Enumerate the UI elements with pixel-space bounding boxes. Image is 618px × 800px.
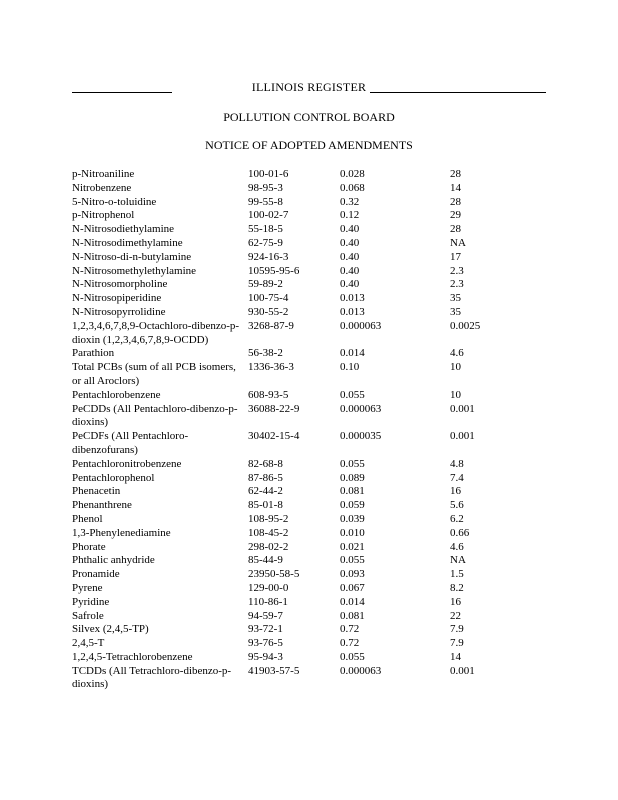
nonwastewater-standard: 28	[450, 168, 461, 180]
table-row	[72, 306, 572, 320]
table-row	[72, 582, 572, 596]
wastewater-standard: 0.40	[340, 264, 360, 277]
constituent-name: 5-Nitro-o-toluidine	[72, 195, 157, 208]
table-row	[72, 568, 572, 582]
table-row	[72, 320, 572, 348]
cas-number: 41903-57-5	[248, 664, 300, 677]
register-title: ILLINOIS REGISTER	[251, 80, 367, 94]
table-row	[72, 527, 572, 541]
wastewater-standard: 0.055	[340, 457, 365, 470]
cas-number: 298-02-2	[248, 540, 289, 553]
nonwastewater-standard: 4.8	[450, 457, 464, 470]
nonwastewater-standard: 0.001	[450, 402, 475, 415]
wastewater-standard: 0.000035	[340, 430, 382, 443]
cas-number: 10595-95-6	[248, 264, 300, 277]
constituent-name: N-Nitrosomethylethylamine	[72, 264, 197, 277]
wastewater-standard: 0.014	[340, 347, 365, 360]
constituent-name: Safrole	[72, 609, 104, 622]
constituent-name: Phorate	[72, 540, 106, 553]
nonwastewater-standard: 0.0025	[450, 319, 481, 332]
constituent-name: Pentachlorophenol	[72, 471, 155, 484]
table-row	[72, 665, 572, 693]
nonwastewater-standard: 5.6	[450, 499, 464, 512]
cas-number: 108-95-2	[248, 512, 289, 525]
table-row	[72, 596, 572, 610]
wastewater-standard: 0.067	[340, 581, 365, 594]
cas-number: 100-01-6	[248, 168, 289, 180]
wastewater-standard: 0.039	[340, 512, 365, 525]
constituent-name: TCDDs (All Tetrachloro-dibenzo-p-dioxins)	[72, 664, 232, 691]
cas-number: 110-86-1	[248, 595, 288, 608]
constituent-name: 1,3-Phenylenediamine	[72, 526, 171, 539]
cas-number: 1336-36-3	[248, 361, 294, 374]
cas-number: 30402-15-4	[248, 430, 300, 443]
wastewater-standard: 0.093	[340, 568, 365, 581]
constituent-name: Phenanthrene	[72, 499, 132, 512]
wastewater-standard: 0.055	[340, 554, 365, 567]
table-row	[72, 623, 572, 637]
table-row	[72, 499, 572, 513]
wastewater-standard: 0.055	[340, 650, 365, 663]
cas-number: 94-59-7	[248, 609, 283, 622]
constituent-name: N-Nitroso-di-n-butylamine	[72, 250, 192, 263]
constituent-name: Pronamide	[72, 568, 120, 581]
table-row	[72, 651, 572, 665]
wastewater-standard: 0.013	[340, 292, 365, 305]
constituent-name: PeCDDs (All Pentachloro-dibenzo-p-dioxins)	[72, 402, 238, 429]
nonwastewater-standard: 29	[450, 209, 461, 222]
table-row	[72, 637, 572, 651]
cas-number: 99-55-8	[248, 195, 283, 208]
wastewater-standard: 0.000063	[340, 319, 382, 332]
nonwastewater-standard: NA	[450, 236, 466, 249]
wastewater-standard: 0.72	[340, 637, 360, 650]
table-row	[72, 458, 572, 472]
nonwastewater-standard: 6.2	[450, 512, 464, 525]
cas-number: 100-02-7	[248, 209, 289, 222]
cas-number: 129-00-0	[248, 581, 289, 594]
constituent-name: Phthalic anhydride	[72, 554, 155, 567]
wastewater-standard: 0.068	[340, 181, 365, 194]
constituent-name: N-Nitrosodimethylamine	[72, 236, 183, 249]
wastewater-standard: 0.013	[340, 305, 365, 318]
table-row	[72, 389, 572, 403]
table-row	[72, 541, 572, 555]
constituent-name: 2,4,5-T	[72, 637, 105, 650]
wastewater-standard: 0.40	[340, 223, 360, 236]
nonwastewater-standard: 28	[450, 195, 461, 208]
cas-number: 62-44-2	[248, 485, 283, 498]
constituent-name: Pentachloronitrobenzene	[72, 457, 182, 470]
wastewater-standard: 0.089	[340, 471, 365, 484]
cas-number: 85-44-9	[248, 554, 283, 567]
constituent-name: N-Nitrosodiethylamine	[72, 223, 175, 236]
table-row	[72, 182, 572, 196]
cas-number: 87-86-5	[248, 471, 283, 484]
constituent-name: Pyrene	[72, 581, 103, 594]
wastewater-standard: 0.081	[340, 485, 365, 498]
nonwastewater-standard: 16	[450, 595, 461, 608]
header-rule-right	[370, 92, 546, 93]
constituent-name: Phenacetin	[72, 485, 121, 498]
constituent-name: Phenol	[72, 512, 103, 525]
wastewater-standard: 0.000063	[340, 664, 382, 677]
constituent-table	[72, 168, 572, 692]
nonwastewater-standard: 2.3	[450, 264, 464, 277]
wastewater-standard: 0.40	[340, 278, 360, 291]
constituent-name: Silvex (2,4,5-TP)	[72, 623, 149, 636]
table-row	[72, 347, 572, 361]
cas-number: 95-94-3	[248, 650, 283, 663]
nonwastewater-standard: 22	[450, 609, 461, 622]
wastewater-standard: 0.014	[340, 595, 365, 608]
nonwastewater-standard: 35	[450, 305, 461, 318]
cas-number: 62-75-9	[248, 236, 283, 249]
wastewater-standard: 0.000063	[340, 402, 382, 415]
nonwastewater-standard: 16	[450, 485, 461, 498]
nonwastewater-standard: 4.6	[450, 540, 464, 553]
nonwastewater-standard: 35	[450, 292, 461, 305]
nonwastewater-standard: 7.4	[450, 471, 464, 484]
table-row	[72, 251, 572, 265]
constituent-name: Pentachlorobenzene	[72, 388, 161, 401]
table-row	[72, 278, 572, 292]
table-row	[72, 209, 572, 223]
constituent-name: PeCDFs (All Pentachloro-dibenzofurans)	[72, 430, 189, 456]
cas-number: 23950-58-5	[248, 568, 300, 581]
nonwastewater-standard: 10	[450, 361, 461, 374]
wastewater-standard: 0.028	[340, 168, 365, 180]
nonwastewater-standard: 0.001	[450, 664, 475, 677]
wastewater-standard: 0.10	[340, 361, 360, 374]
table-row	[72, 223, 572, 237]
constituent-name: N-Nitrosomorpholine	[72, 278, 168, 291]
table-row	[72, 168, 572, 182]
nonwastewater-standard: 17	[450, 250, 461, 263]
constituent-name: N-Nitrosopiperidine	[72, 292, 162, 305]
nonwastewater-standard: 1.5	[450, 568, 464, 581]
nonwastewater-standard: 10	[450, 388, 461, 401]
cas-number: 924-16-3	[248, 250, 289, 263]
nonwastewater-standard: 0.66	[450, 526, 470, 539]
cas-number: 82-68-8	[248, 457, 283, 470]
table-row	[72, 265, 572, 279]
board-title: POLLUTION CONTROL BOARD	[223, 110, 395, 124]
wastewater-standard: 0.32	[340, 195, 360, 208]
cas-number: 85-01-8	[248, 499, 283, 512]
nonwastewater-standard: NA	[450, 554, 466, 567]
table-row	[72, 610, 572, 624]
cas-number: 100-75-4	[248, 292, 289, 305]
cas-number: 56-38-2	[248, 347, 283, 360]
cas-number: 93-76-5	[248, 637, 283, 650]
cas-number: 930-55-2	[248, 305, 289, 318]
nonwastewater-standard: 2.3	[450, 278, 464, 291]
cas-number: 608-93-5	[248, 388, 289, 401]
cas-number: 36088-22-9	[248, 402, 300, 415]
cas-number: 108-45-2	[248, 526, 289, 539]
constituent-name: Parathion	[72, 347, 115, 360]
wastewater-standard: 0.010	[340, 526, 365, 539]
wastewater-standard: 0.021	[340, 540, 365, 553]
nonwastewater-standard: 4.6	[450, 347, 464, 360]
table-row	[72, 554, 572, 568]
register-header	[72, 80, 546, 94]
cas-number: 98-95-3	[248, 181, 283, 194]
cas-number: 59-89-2	[248, 278, 283, 291]
constituent-name: 1,2,3,4,6,7,8,9-Octachloro-dibenzo-p-dioxin (1,2,3,4,6,7,8,9-OCDD)	[72, 319, 240, 346]
constituent-name: Pyridine	[72, 595, 110, 608]
table-row	[72, 513, 572, 527]
nonwastewater-standard: 8.2	[450, 581, 464, 594]
cas-number: 3268-87-9	[248, 319, 294, 332]
cas-number: 93-72-1	[248, 623, 283, 636]
table-row	[72, 196, 572, 210]
table-row	[72, 430, 572, 458]
constituent-name: N-Nitrosopyrrolidine	[72, 305, 166, 318]
table-row	[72, 485, 572, 499]
nonwastewater-standard: 0.001	[450, 430, 475, 443]
constituent-name: p-Nitroaniline	[72, 168, 135, 180]
nonwastewater-standard: 14	[450, 181, 461, 194]
wastewater-standard: 0.40	[340, 236, 360, 249]
table-row	[72, 403, 572, 431]
wastewater-standard: 0.72	[340, 623, 360, 636]
nonwastewater-standard: 7.9	[450, 623, 464, 636]
notice-title: NOTICE OF ADOPTED AMENDMENTS	[205, 138, 413, 152]
table-row	[72, 472, 572, 486]
table-row	[72, 361, 572, 389]
table-row	[72, 292, 572, 306]
wastewater-standard: 0.12	[340, 209, 360, 222]
nonwastewater-standard: 28	[450, 223, 461, 236]
constituent-name: 1,2,4,5-Tetrachlorobenzene	[72, 650, 193, 663]
cas-number: 55-18-5	[248, 223, 283, 236]
wastewater-standard: 0.055	[340, 388, 365, 401]
constituent-name: Total PCBs (sum of all PCB isomers, or all Aroclors)	[72, 361, 236, 387]
constituent-name: Nitrobenzene	[72, 181, 132, 194]
table-row	[72, 237, 572, 251]
wastewater-standard: 0.059	[340, 499, 365, 512]
wastewater-standard: 0.40	[340, 250, 360, 263]
nonwastewater-standard: 14	[450, 650, 461, 663]
wastewater-standard: 0.081	[340, 609, 365, 622]
constituent-name: p-Nitrophenol	[72, 209, 135, 222]
nonwastewater-standard: 7.9	[450, 637, 464, 650]
